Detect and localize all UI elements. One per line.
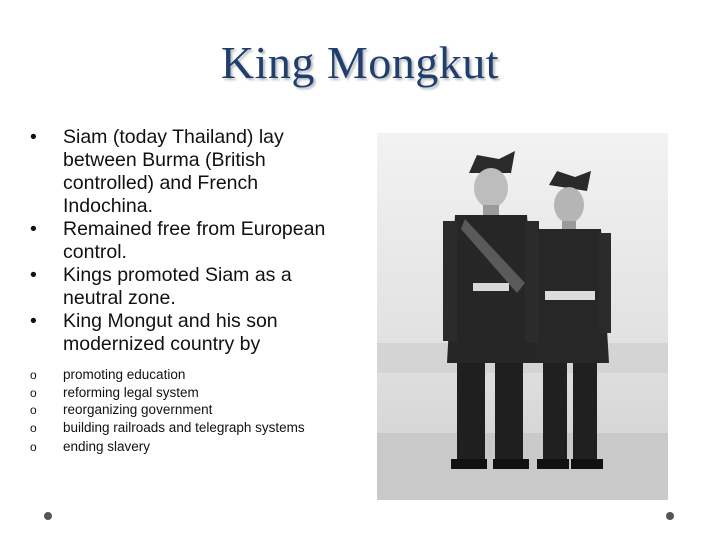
decorative-dot-left bbox=[44, 512, 52, 520]
bullet-text: Remained free from European control. bbox=[63, 218, 326, 263]
bullet-marker: • bbox=[30, 264, 37, 286]
bullet-text: King Mongut and his son modernized country by bbox=[63, 310, 278, 355]
bullet-text: Kings promoted Siam as a neutral zone. bbox=[63, 264, 292, 309]
sub-bullet-marker: o bbox=[30, 440, 37, 454]
slide-body bbox=[30, 126, 340, 456]
sub-bullet-marker: o bbox=[30, 368, 37, 382]
sub-bullet-text: ending slavery bbox=[63, 439, 151, 454]
bullet-marker: • bbox=[30, 218, 37, 240]
decorative-dot-right bbox=[666, 512, 674, 520]
bullet-item bbox=[30, 126, 340, 218]
slide-title: King Mongkut bbox=[220, 37, 500, 88]
bullet-marker: • bbox=[30, 126, 37, 148]
sub-bullet-item bbox=[30, 366, 340, 384]
bullet-marker: • bbox=[30, 310, 37, 332]
photo-illustration bbox=[377, 133, 668, 500]
bullet-list bbox=[30, 126, 340, 356]
sub-bullet-text: reforming legal system bbox=[63, 384, 199, 400]
sub-bullet-marker: o bbox=[30, 385, 37, 400]
king-and-son-photo bbox=[377, 133, 668, 500]
sub-bullet-marker: o bbox=[30, 403, 37, 417]
sub-bullet-list bbox=[30, 366, 340, 456]
sub-bullet-marker: o bbox=[30, 420, 37, 435]
sub-bullet-item bbox=[30, 419, 340, 437]
bullet-item bbox=[30, 218, 340, 264]
sub-bullet-item bbox=[30, 384, 340, 402]
sub-bullet-text: building railroads and telegraph systems bbox=[63, 419, 305, 435]
sub-bullet-item bbox=[30, 401, 340, 419]
bullet-item bbox=[30, 264, 340, 310]
sub-bullet-item bbox=[30, 438, 340, 456]
sub-bullet-text: promoting education bbox=[63, 367, 186, 382]
bullet-text: Siam (today Thailand) lay between Burma (British controlled) and French Indochina. bbox=[63, 126, 284, 217]
bullet-item bbox=[30, 310, 340, 356]
sub-bullet-text: reorganizing government bbox=[63, 402, 213, 417]
